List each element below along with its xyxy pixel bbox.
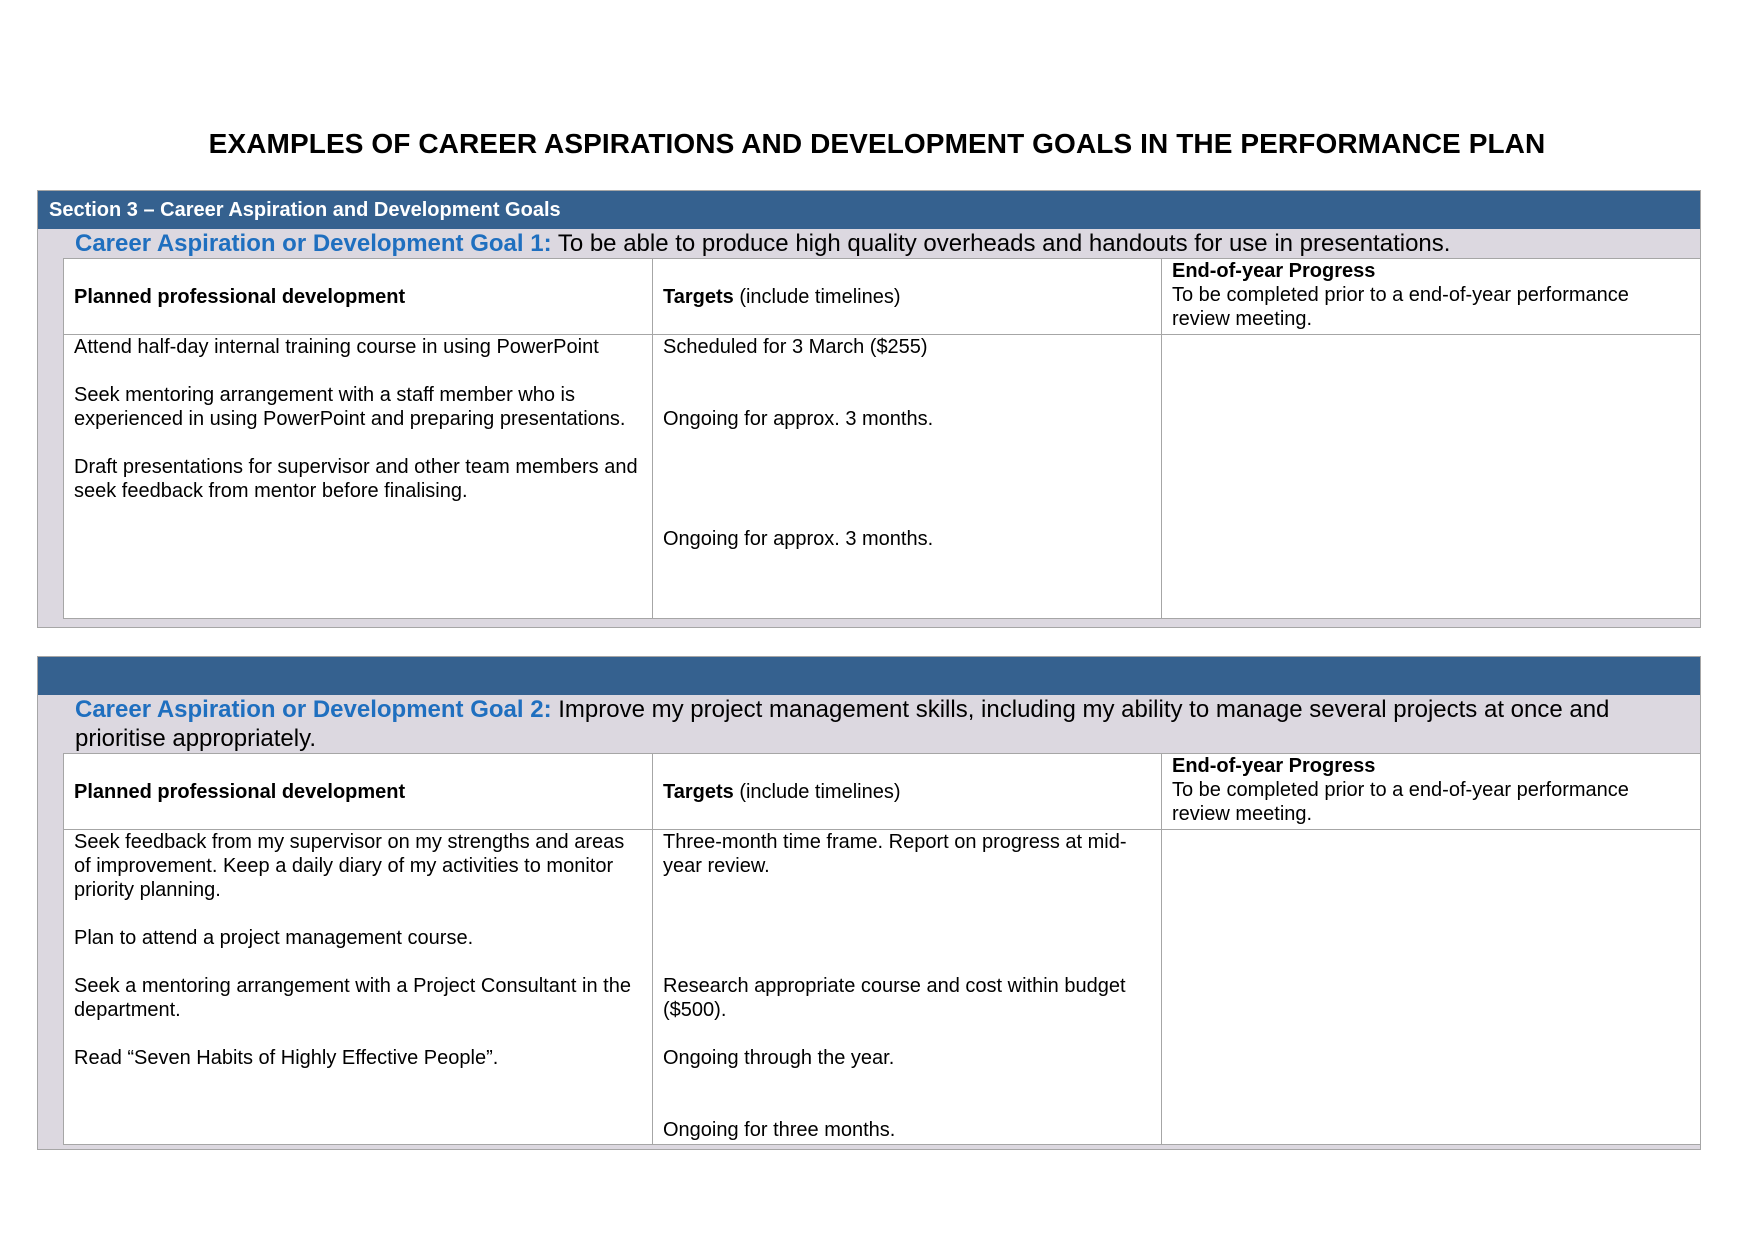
section-header: Section 3 – Career Aspiration and Development Goals xyxy=(38,191,1700,229)
planned-header xyxy=(64,259,653,335)
progress-header-title: End-of-year Progress xyxy=(1172,260,1376,282)
goal-label: Career Aspiration or Development Goal 1: xyxy=(75,230,552,257)
progress-header-note: To be completed prior to a end-of-year performance review meeting. xyxy=(1172,284,1629,330)
list-item: Read “Seven Habits of Highly Effective People”. xyxy=(74,1047,499,1069)
goal-section-1 xyxy=(37,190,1701,628)
table-row xyxy=(64,335,1701,619)
list-item: Three-month time frame. Report on progress at mid-year review. xyxy=(663,831,1127,877)
list-item: Draft presentations for supervisor and other team members and seek feedback from mentor before finalising. xyxy=(74,456,638,502)
list-item: Ongoing for approx. 3 months. xyxy=(663,408,934,430)
goal-section-2 xyxy=(37,656,1701,1150)
list-item: Attend half-day internal training course in using PowerPoint xyxy=(74,336,599,358)
list-item: Research appropriate course and cost within budget ($500). xyxy=(663,975,1126,1021)
list-item: Ongoing through the year. xyxy=(663,1047,895,1069)
goal-table xyxy=(63,258,1701,619)
progress-header xyxy=(1162,754,1701,830)
page-title: EXAMPLES OF CAREER ASPIRATIONS AND DEVELOPMENT GOALS IN THE PERFORMANCE PLAN xyxy=(208,128,1546,159)
goal-text: To be able to produce high quality overheads and handouts for use in presentations. xyxy=(551,230,1451,257)
goal-table xyxy=(63,753,1701,1145)
targets-cell xyxy=(653,830,1162,1145)
targets-header-label: Targets xyxy=(663,285,734,308)
planned-cell xyxy=(64,830,653,1145)
list-item: Seek feedback from my supervisor on my strengths and areas of improvement. Keep a daily diary of my activities to monitor priority planning. xyxy=(74,831,625,901)
progress-cell xyxy=(1162,830,1701,1145)
list-item: Seek a mentoring arrangement with a Project Consultant in the department. xyxy=(74,975,631,1021)
targets-cell xyxy=(653,335,1162,619)
list-item: Plan to attend a project management course. xyxy=(74,927,474,949)
table-row xyxy=(64,830,1701,1145)
goal-text: Improve my project management skills, including my ability to manage several projects at once and prioritise appropriately. xyxy=(75,696,1610,752)
targets-header-label: Targets xyxy=(663,780,734,803)
progress-header xyxy=(1162,259,1701,335)
list-item: Ongoing for approx. 3 months. xyxy=(663,528,934,550)
section-header xyxy=(38,657,1700,695)
table-header-row xyxy=(64,259,1701,335)
planned-cell xyxy=(64,335,653,619)
list-item: Scheduled for 3 March ($255) xyxy=(663,336,928,358)
list-item: Seek mentoring arrangement with a staff member who is experienced in using PowerPoint and preparing presentations. xyxy=(74,384,626,430)
progress-cell xyxy=(1162,335,1701,619)
targets-header-note: (include timelines) xyxy=(733,780,901,803)
targets-header xyxy=(653,259,1162,335)
progress-header-note: To be completed prior to a end-of-year performance review meeting. xyxy=(1172,779,1629,825)
table-header-row xyxy=(64,754,1701,830)
planned-header xyxy=(64,754,653,830)
goal-label: Career Aspiration or Development Goal 2: xyxy=(75,696,552,723)
targets-header xyxy=(653,754,1162,830)
progress-header-title: End-of-year Progress xyxy=(1172,755,1376,777)
targets-header-note: (include timelines) xyxy=(733,285,901,308)
planned-header-label: Planned professional development xyxy=(74,285,406,308)
goal-statement xyxy=(63,695,1700,753)
goal-statement xyxy=(63,229,1700,258)
planned-header-label: Planned professional development xyxy=(74,780,406,803)
list-item: Ongoing for three months. xyxy=(663,1119,896,1141)
